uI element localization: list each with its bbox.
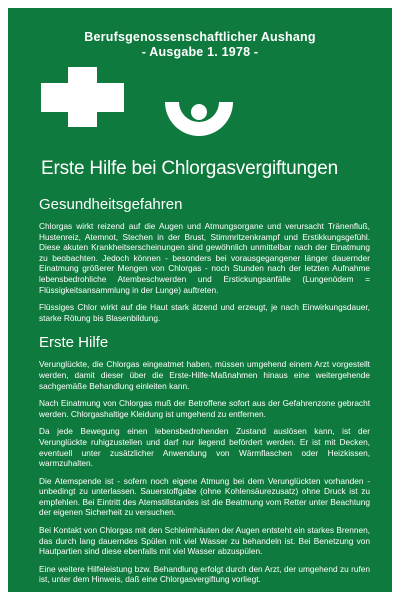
first-aid-sign [8,8,392,592]
header-line-2: - Ausgabe 1. 1978 - [141,45,259,59]
first-aid-cross-icon [41,67,124,127]
paragraph: Flüssiges Chlor wirkt auf die Haut stark ätzend und erzeugt, je nach Einwirkungsdauer, starke Rötung bis Blasenbildung. [39,302,370,323]
section-title-erste-hilfe: Erste Hilfe [39,334,109,352]
sign-header [8,30,392,60]
header-line-1: Berufsgenossenschaftlicher Aushang [84,30,316,44]
paragraph: Da jede Bewegung einen lebensbedrohenden Zustand auslösen kann, ist der Verunglückte ruhigzustellen und darf nur liegend befördert werden. Er ist mit Decken, eventuell unter zusätzlicher Anwendung von Wärmflaschen oder Heizkissen, warmzuhalten. [39,426,370,469]
section-title-gesundheitsgefahren: Gesundheitsgefahren [39,196,183,213]
paragraph: Eine weitere Hilfeleistung bzw. Behandlung erfolgt durch den Arzt, der umgehend zu rufen ist, unter dem Hinweis, daß eine Chlorgasvergiftung vorliegt. [39,563,370,585]
paragraph: Bei Kontakt von Chlorgas mit den Schleimhäuten der Augen entsteht ein starkes Brennen, das durch lang dauerndes Spülen mit viel Wasser zu behandeln ist. Bei Benetzung von Hautpartien sind diese ebenfalls mit viel Wasser abzuspülen. [39,525,370,557]
paragraph: Nach Einatmung von Chlorgas muß der Betroffene sofort aus der Gefahrenzone gebracht werden. Chlorgashaltige Kleidung ist umgehend zu entfernen. [39,398,370,419]
main-title: Erste Hilfe bei Chlorgasvergiftungen [41,158,338,179]
paragraph: Chlorgas wirkt reizend auf die Augen und Atmungsorgane und verursacht Tränenfluß, Hustenreiz, Atemnot, Stechen in der Brust, Stimmritzenkrampf und Erstikkungsgefühl. Diese akuten Krankheitserscheinungen sind gewöhnlich unmittelbar nach der Einatmung zu beobachten. Jedoch können - besonders bei vorausgegangener länger dauernder Einatmung größerer Mengen von Chlorgas - noch Stunden nach der letzten Aufnahme lebensbedrohliche Atembeschwerden und Erstickungsanfälle (Lungenödem = Flüssigkeitsansammlung in der Lunge) auftreten. [39,221,370,295]
sign-content [39,196,370,592]
paragraph: Die Atemspende ist - sofern noch eigene Atmung bei dem Verunglückten vorhanden - unbedingt zu unterlassen. Sauerstoffgabe (ohne Kohlensäurezusatz) ohne Druck ist zu empfehlen. Bei Eintritt des Atemstillstandes ist die Beatmung vom Retter unter Beachtung der eigenen Sicherheit zu versuchen. [39,475,370,518]
berufsgenossenschaft-logo-icon [163,100,235,144]
paragraph: Verunglückte, die Chlorgas eingeatmet haben, müssen umgehend einem Arzt vorgestellt werden, damit dieser über die Erste-Hilfe-Maßnahmen hinaus eine weitergehende sachgemäße Behandlung einleiten kann. [39,359,370,391]
